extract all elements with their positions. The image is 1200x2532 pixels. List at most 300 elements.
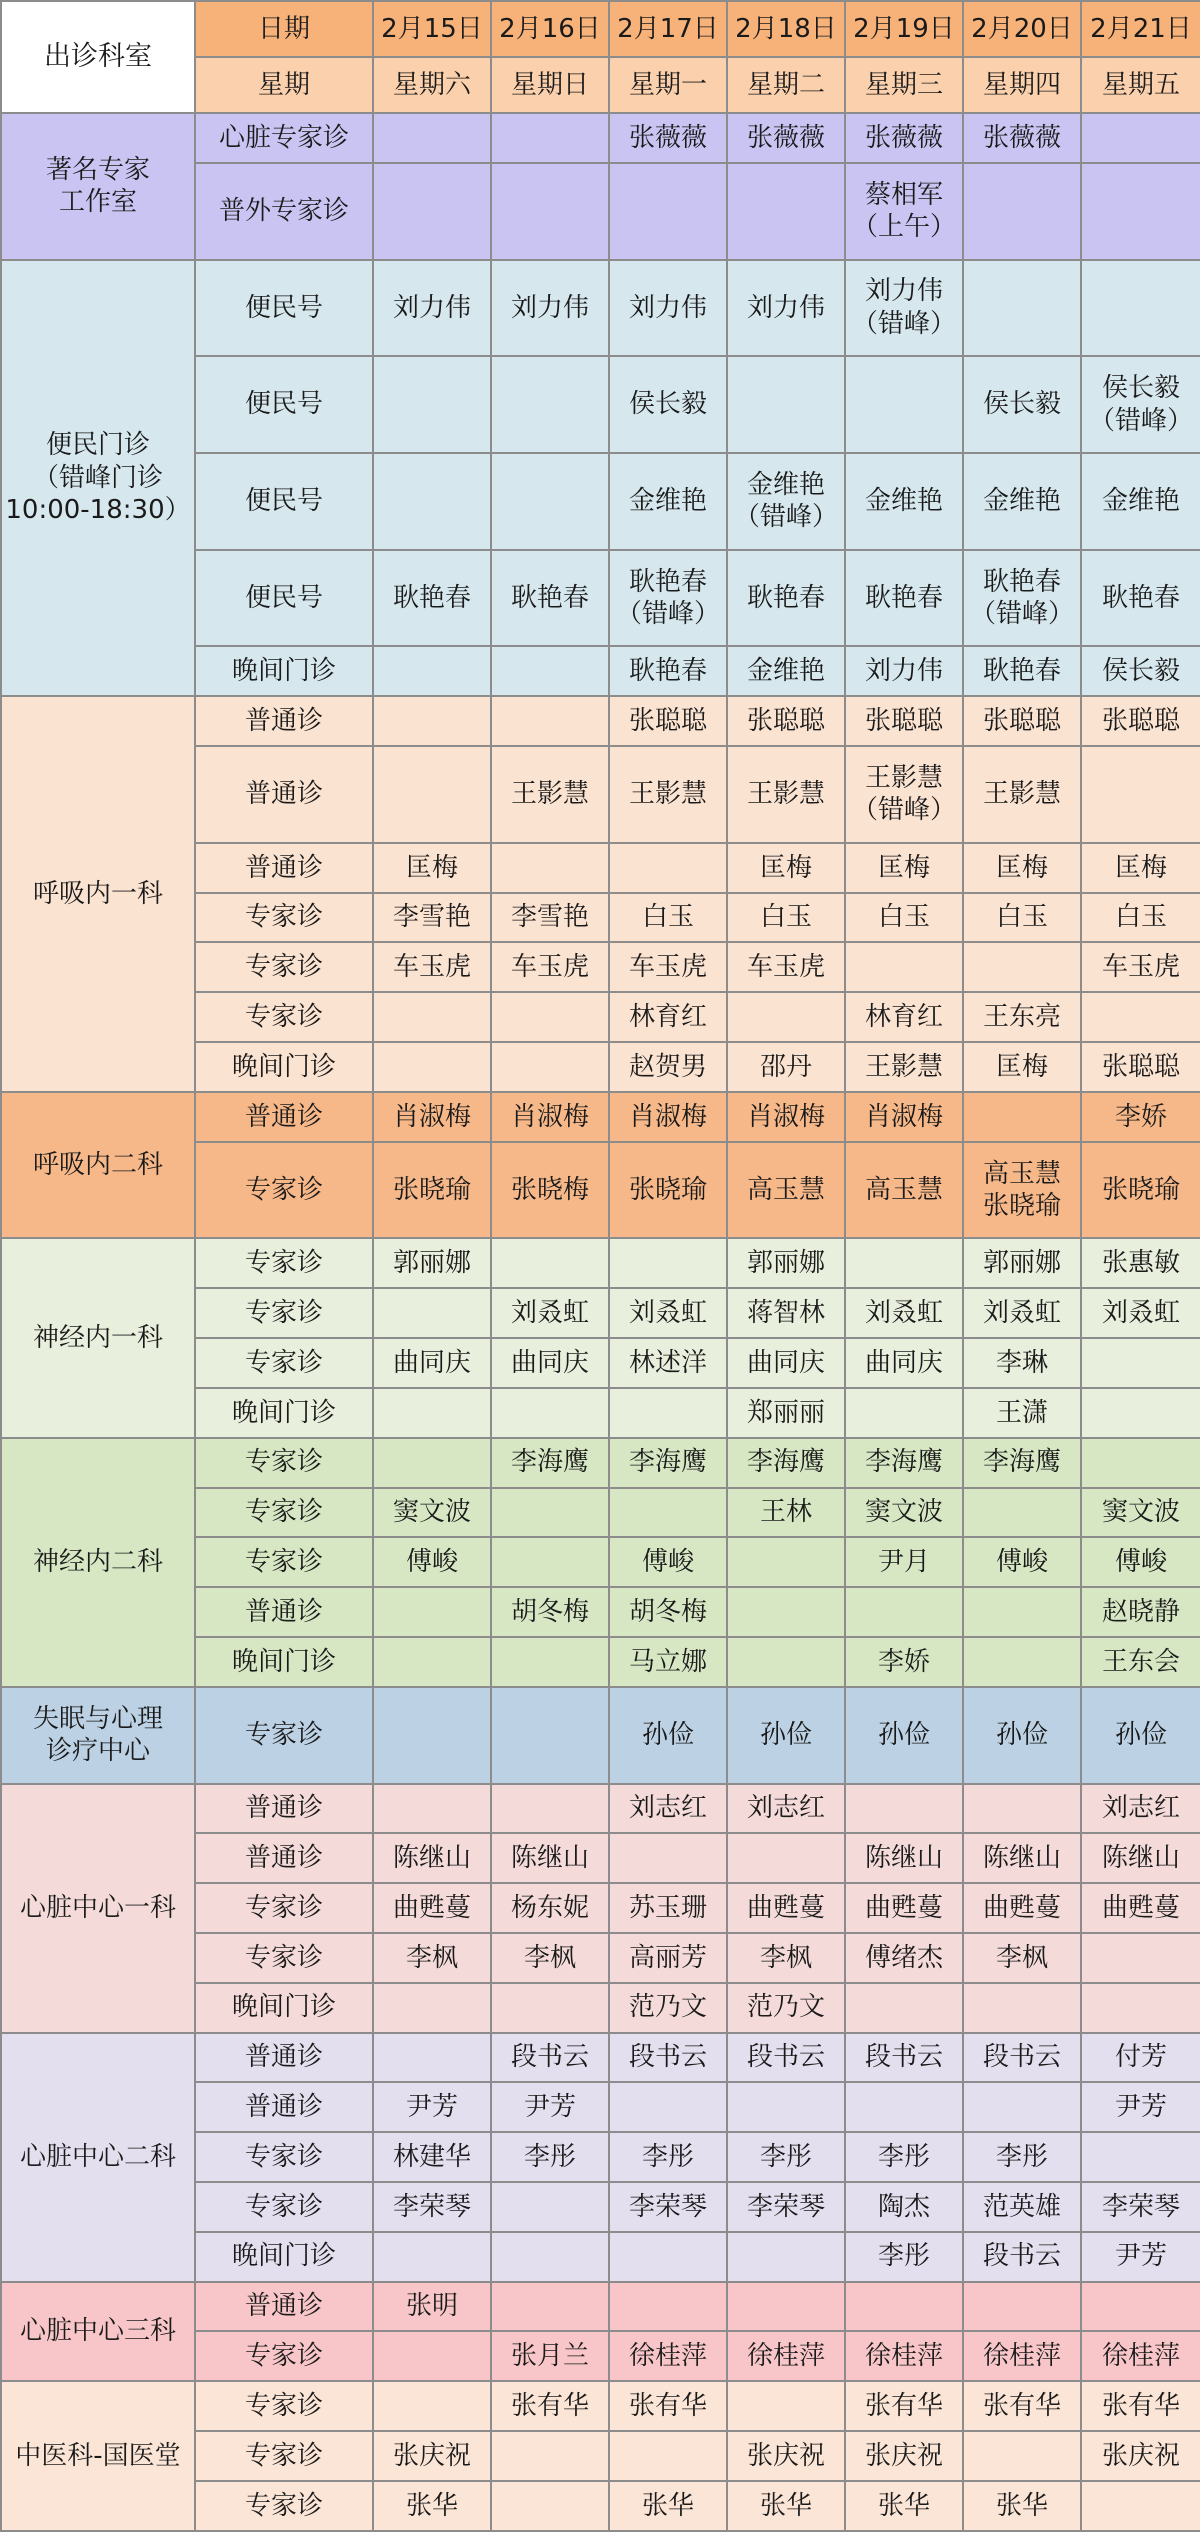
doctor-cell: 胡冬梅 (491, 1587, 609, 1637)
doctor-cell: 刘叒虹 (609, 1288, 727, 1338)
doctor-cell: 曲甦蔓 (373, 1883, 491, 1933)
clinic-type-cell: 专家诊 (195, 893, 373, 943)
doctor-cell: 张薇薇 (845, 113, 963, 163)
doctor-cell (491, 1042, 609, 1092)
doctor-cell (845, 1388, 963, 1438)
clinic-type-cell: 普外专家诊 (195, 163, 373, 260)
doctor-cell: 林建华 (373, 2132, 491, 2182)
doctor-cell (963, 260, 1081, 357)
doctor-cell (491, 696, 609, 746)
schedule-row (1, 2033, 1200, 2083)
doctor-cell: 赵晓静 (1081, 1587, 1200, 1637)
doctor-cell: 刘叒虹 (845, 1288, 963, 1338)
doctor-cell: 王林 (727, 1488, 845, 1538)
doctor-cell: 耿艳春 (963, 646, 1081, 696)
doctor-cell: 耿艳春 （错峰） (963, 550, 1081, 647)
doctor-cell: 窦文波 (1081, 1488, 1200, 1538)
doctor-cell (373, 1042, 491, 1092)
doctor-cell (1081, 1438, 1200, 1488)
department-cell: 呼吸内二科 (1, 1092, 195, 1239)
doctor-cell (373, 2331, 491, 2381)
doctor-cell (609, 2232, 727, 2282)
doctor-cell (373, 2033, 491, 2083)
doctor-cell: 张晓瑜 (373, 1142, 491, 1239)
clinic-type-cell: 专家诊 (195, 2481, 373, 2531)
doctor-cell: 耿艳春 (609, 646, 727, 696)
doctor-cell: 张有华 (1081, 2381, 1200, 2431)
doctor-cell: 李荣琴 (609, 2182, 727, 2232)
doctor-cell: 郭丽娜 (963, 1238, 1081, 1288)
schedule-row (1, 1687, 1200, 1784)
doctor-cell: 张薇薇 (727, 113, 845, 163)
doctor-cell: 张有华 (609, 2381, 727, 2431)
doctor-cell: 曲同庆 (727, 1338, 845, 1388)
doctor-cell (609, 1833, 727, 1883)
clinic-type-cell: 心脏专家诊 (195, 113, 373, 163)
date-header-cell: 2月16日 (491, 1, 609, 57)
doctor-cell (491, 1983, 609, 2033)
doctor-cell (373, 1587, 491, 1637)
clinic-type-cell: 专家诊 (195, 1537, 373, 1587)
doctor-cell: 张聪聪 (845, 696, 963, 746)
doctor-cell: 侯长毅 (609, 356, 727, 453)
doctor-cell: 耿艳春 （错峰） (609, 550, 727, 647)
doctor-cell (1081, 1388, 1200, 1438)
clinic-type-cell: 便民号 (195, 453, 373, 550)
doctor-cell: 范乃文 (727, 1983, 845, 2033)
clinic-type-cell: 普通诊 (195, 696, 373, 746)
doctor-cell: 王影慧 (963, 746, 1081, 843)
department-cell: 呼吸内一科 (1, 696, 195, 1092)
doctor-cell: 高玉慧 (727, 1142, 845, 1239)
clinic-type-cell: 专家诊 (195, 1438, 373, 1488)
clinic-type-cell: 专家诊 (195, 942, 373, 992)
doctor-cell: 刘志红 (1081, 1784, 1200, 1834)
doctor-cell: 范英雄 (963, 2182, 1081, 2232)
doctor-cell: 金维艳 (1081, 453, 1200, 550)
doctor-cell (727, 2082, 845, 2132)
doctor-cell (845, 1784, 963, 1834)
doctor-cell: 傅绪杰 (845, 1933, 963, 1983)
doctor-cell: 李彤 (609, 2132, 727, 2182)
doctor-cell (491, 113, 609, 163)
doctor-cell: 刘力伟 (727, 260, 845, 357)
date-row-label: 日期 (195, 1, 373, 57)
doctor-cell (491, 2431, 609, 2481)
doctor-cell: 刘力伟 （错峰） (845, 260, 963, 357)
doctor-cell: 张薇薇 (609, 113, 727, 163)
doctor-cell (491, 2182, 609, 2232)
doctor-cell (491, 356, 609, 453)
doctor-cell: 李荣琴 (1081, 2182, 1200, 2232)
doctor-cell: 李彤 (727, 2132, 845, 2182)
doctor-cell: 侯长毅 (963, 356, 1081, 453)
doctor-cell (845, 2082, 963, 2132)
clinic-type-cell: 专家诊 (195, 2381, 373, 2431)
doctor-cell: 张晓梅 (491, 1142, 609, 1239)
schedule-row (1, 2381, 1200, 2431)
doctor-cell: 张华 (845, 2481, 963, 2531)
doctor-cell (845, 1238, 963, 1288)
doctor-cell (373, 1637, 491, 1687)
doctor-cell: 金维艳 (963, 453, 1081, 550)
doctor-cell (727, 356, 845, 453)
doctor-cell (727, 2381, 845, 2431)
doctor-cell: 车玉虎 (373, 942, 491, 992)
doctor-cell: 李彤 (491, 2132, 609, 2182)
clinic-type-cell: 普通诊 (195, 746, 373, 843)
weekday-header-cell: 星期四 (963, 57, 1081, 113)
doctor-cell: 蒋智林 (727, 1288, 845, 1338)
doctor-cell: 李海鹰 (609, 1438, 727, 1488)
doctor-cell: 王东亮 (963, 992, 1081, 1042)
doctor-cell (963, 1983, 1081, 2033)
department-cell: 心脏中心三科 (1, 2282, 195, 2382)
doctor-cell (727, 992, 845, 1042)
clinic-type-cell: 普通诊 (195, 1784, 373, 1834)
clinic-type-cell: 普通诊 (195, 2082, 373, 2132)
doctor-cell: 李雪艳 (491, 893, 609, 943)
doctor-cell: 张华 (727, 2481, 845, 2531)
doctor-cell: 李彤 (845, 2232, 963, 2282)
doctor-cell: 刘力伟 (845, 646, 963, 696)
doctor-cell (373, 1687, 491, 1784)
doctor-cell: 张聪聪 (727, 696, 845, 746)
clinic-type-cell: 专家诊 (195, 2331, 373, 2381)
doctor-cell: 刘叒虹 (1081, 1288, 1200, 1338)
doctor-cell (373, 746, 491, 843)
doctor-cell: 付芳 (1081, 2033, 1200, 2083)
clinic-type-cell: 晚间门诊 (195, 1637, 373, 1687)
doctor-cell: 肖淑梅 (491, 1092, 609, 1142)
doctor-cell (373, 1784, 491, 1834)
date-header-cell: 2月17日 (609, 1, 727, 57)
doctor-cell (845, 1587, 963, 1637)
doctor-cell: 张有华 (845, 2381, 963, 2431)
doctor-cell (1081, 992, 1200, 1042)
doctor-cell: 徐桂萍 (963, 2331, 1081, 2381)
doctor-cell: 耿艳春 (491, 550, 609, 647)
doctor-cell: 耿艳春 (1081, 550, 1200, 647)
clinic-type-cell: 普通诊 (195, 1092, 373, 1142)
clinic-type-cell: 专家诊 (195, 1338, 373, 1388)
doctor-cell: 林述洋 (609, 1338, 727, 1388)
doctor-cell: 李枫 (963, 1933, 1081, 1983)
doctor-cell: 侯长毅 (1081, 646, 1200, 696)
doctor-cell: 范乃文 (609, 1983, 727, 2033)
doctor-cell (963, 1488, 1081, 1538)
doctor-cell: 肖淑梅 (373, 1092, 491, 1142)
doctor-cell: 李海鹰 (963, 1438, 1081, 1488)
doctor-cell: 赵贺男 (609, 1042, 727, 1092)
department-cell: 著名专家 工作室 (1, 113, 195, 260)
doctor-cell: 段书云 (609, 2033, 727, 2083)
doctor-cell: 陶杰 (845, 2182, 963, 2232)
doctor-cell: 刘力伟 (491, 260, 609, 357)
clinic-type-cell: 普通诊 (195, 2033, 373, 2083)
doctor-cell: 曲同庆 (491, 1338, 609, 1388)
weekday-header-cell: 星期一 (609, 57, 727, 113)
doctor-cell: 孙俭 (963, 1687, 1081, 1784)
clinic-type-cell: 普通诊 (195, 1833, 373, 1883)
weekday-header-cell: 星期五 (1081, 57, 1200, 113)
doctor-cell (491, 163, 609, 260)
doctor-cell (727, 2232, 845, 2282)
clinic-type-cell: 专家诊 (195, 992, 373, 1042)
doctor-cell: 匡梅 (1081, 843, 1200, 893)
doctor-cell: 李娇 (845, 1637, 963, 1687)
doctor-cell: 金维艳 (609, 453, 727, 550)
doctor-cell: 张聪聪 (1081, 696, 1200, 746)
weekday-row-label: 星期 (195, 57, 373, 113)
doctor-cell: 窦文波 (373, 1488, 491, 1538)
doctor-cell: 邵丹 (727, 1042, 845, 1092)
schedule-row (1, 1092, 1200, 1142)
clinic-type-cell: 专家诊 (195, 1933, 373, 1983)
doctor-cell (491, 1388, 609, 1438)
doctor-cell: 张庆祝 (845, 2431, 963, 2481)
doctor-cell: 金维艳 (727, 646, 845, 696)
doctor-cell: 高丽芳 (609, 1933, 727, 1983)
doctor-cell: 匡梅 (845, 843, 963, 893)
doctor-cell: 段书云 (491, 2033, 609, 2083)
doctor-cell: 王影慧 (727, 746, 845, 843)
doctor-cell: 耿艳春 (845, 550, 963, 647)
doctor-cell (373, 646, 491, 696)
doctor-cell (373, 2232, 491, 2282)
department-cell: 心脏中心二科 (1, 2033, 195, 2282)
doctor-cell (963, 2282, 1081, 2332)
doctor-cell: 李荣琴 (373, 2182, 491, 2232)
clinic-type-cell: 专家诊 (195, 2182, 373, 2232)
doctor-cell: 张华 (373, 2481, 491, 2531)
doctor-cell (373, 992, 491, 1042)
doctor-cell: 尹芳 (1081, 2082, 1200, 2132)
doctor-cell: 李海鹰 (845, 1438, 963, 1488)
doctor-cell: 孙俭 (609, 1687, 727, 1784)
doctor-cell: 张聪聪 (963, 696, 1081, 746)
doctor-cell (1081, 2132, 1200, 2182)
doctor-cell: 王影慧 （错峰） (845, 746, 963, 843)
clinic-type-cell: 普通诊 (195, 2282, 373, 2332)
doctor-cell: 车玉虎 (1081, 942, 1200, 992)
doctor-cell (373, 1438, 491, 1488)
doctor-cell (963, 942, 1081, 992)
doctor-cell: 刘志红 (609, 1784, 727, 1834)
doctor-cell: 张庆祝 (373, 2431, 491, 2481)
doctor-cell: 尹芳 (491, 2082, 609, 2132)
doctor-cell (491, 2232, 609, 2282)
department-cell: 失眠与心理 诊疗中心 (1, 1687, 195, 1784)
department-header: 出诊科室 (1, 1, 195, 113)
doctor-cell: 段书云 (963, 2232, 1081, 2282)
doctor-cell: 窦文波 (845, 1488, 963, 1538)
doctor-cell (963, 2082, 1081, 2132)
doctor-cell (609, 1488, 727, 1538)
doctor-cell: 郭丽娜 (727, 1238, 845, 1288)
doctor-cell (727, 2282, 845, 2332)
date-header-cell: 2月19日 (845, 1, 963, 57)
clinic-type-cell: 普通诊 (195, 843, 373, 893)
clinic-type-cell: 专家诊 (195, 1883, 373, 1933)
doctor-cell (1081, 113, 1200, 163)
doctor-cell (963, 1587, 1081, 1637)
doctor-cell: 李海鹰 (727, 1438, 845, 1488)
schedule-row (1, 2282, 1200, 2332)
clinic-type-cell: 晚间门诊 (195, 1388, 373, 1438)
doctor-cell: 刘叒虹 (963, 1288, 1081, 1338)
doctor-cell: 林育红 (845, 992, 963, 1042)
doctor-cell: 傅峻 (609, 1537, 727, 1587)
doctor-cell: 张有华 (963, 2381, 1081, 2431)
doctor-cell: 张庆祝 (1081, 2431, 1200, 2481)
doctor-cell: 匡梅 (373, 843, 491, 893)
doctor-cell (845, 356, 963, 453)
doctor-cell: 李荣琴 (727, 2182, 845, 2232)
department-cell: 中医科-国医堂 (1, 2381, 195, 2531)
doctor-cell (609, 163, 727, 260)
doctor-cell: 王潇 (963, 1388, 1081, 1438)
clinic-type-cell: 专家诊 (195, 1488, 373, 1538)
doctor-cell: 张薇薇 (963, 113, 1081, 163)
doctor-cell (491, 1784, 609, 1834)
doctor-cell (491, 2481, 609, 2531)
doctor-cell: 刘志红 (727, 1784, 845, 1834)
doctor-cell: 王东会 (1081, 1637, 1200, 1687)
doctor-cell: 高玉慧 张晓瑜 (963, 1142, 1081, 1239)
doctor-cell: 段书云 (845, 2033, 963, 2083)
doctor-cell (491, 1637, 609, 1687)
doctor-cell (491, 1687, 609, 1784)
doctor-cell (727, 163, 845, 260)
doctor-cell: 徐桂萍 (1081, 2331, 1200, 2381)
doctor-cell (1081, 1338, 1200, 1388)
doctor-cell (1081, 260, 1200, 357)
doctor-cell: 李彤 (845, 2132, 963, 2182)
doctor-cell: 张聪聪 (1081, 1042, 1200, 1092)
doctor-cell: 尹芳 (1081, 2232, 1200, 2282)
doctor-cell: 金维艳 （错峰） (727, 453, 845, 550)
doctor-cell (491, 2282, 609, 2332)
doctor-cell: 尹月 (845, 1537, 963, 1587)
doctor-cell: 刘叒虹 (491, 1288, 609, 1338)
date-header-cell: 2月18日 (727, 1, 845, 57)
doctor-cell (373, 696, 491, 746)
doctor-cell: 耿艳春 (727, 550, 845, 647)
doctor-cell: 李枫 (373, 1933, 491, 1983)
doctor-cell (963, 1637, 1081, 1687)
doctor-cell (963, 163, 1081, 260)
doctor-cell (1081, 746, 1200, 843)
clinic-type-cell: 便民号 (195, 356, 373, 453)
doctor-cell: 傅峻 (1081, 1537, 1200, 1587)
department-cell: 神经内一科 (1, 1238, 195, 1437)
doctor-cell: 曲同庆 (845, 1338, 963, 1388)
doctor-cell (609, 2282, 727, 2332)
clinic-type-cell: 晚间门诊 (195, 2232, 373, 2282)
doctor-cell: 傅峻 (373, 1537, 491, 1587)
doctor-cell (845, 942, 963, 992)
doctor-cell (373, 453, 491, 550)
doctor-cell (491, 646, 609, 696)
doctor-cell: 林育红 (609, 992, 727, 1042)
doctor-cell (963, 1784, 1081, 1834)
schedule-row (1, 696, 1200, 746)
doctor-cell: 张有华 (491, 2381, 609, 2431)
doctor-cell: 徐桂萍 (727, 2331, 845, 2381)
doctor-cell (491, 1238, 609, 1288)
clinic-type-cell: 便民号 (195, 550, 373, 647)
doctor-cell (1081, 2282, 1200, 2332)
doctor-cell: 肖淑梅 (727, 1092, 845, 1142)
doctor-cell: 耿艳春 (373, 550, 491, 647)
doctor-cell (373, 1983, 491, 2033)
weekday-header-cell: 星期日 (491, 57, 609, 113)
doctor-cell: 尹芳 (373, 2082, 491, 2132)
doctor-cell: 张晓瑜 (1081, 1142, 1200, 1239)
doctor-cell (1081, 1983, 1200, 2033)
doctor-cell: 郑丽丽 (727, 1388, 845, 1438)
doctor-cell (373, 2381, 491, 2431)
doctor-cell (1081, 1933, 1200, 1983)
doctor-cell: 李琳 (963, 1338, 1081, 1388)
doctor-cell: 曲甦蔓 (845, 1883, 963, 1933)
doctor-cell (609, 843, 727, 893)
doctor-cell (1081, 2481, 1200, 2531)
doctor-cell (373, 356, 491, 453)
doctor-cell: 白玉 (727, 893, 845, 943)
doctor-cell (609, 2082, 727, 2132)
doctor-cell (727, 1637, 845, 1687)
weekday-header-cell: 星期六 (373, 57, 491, 113)
clinic-type-cell: 专家诊 (195, 1142, 373, 1239)
doctor-cell: 陈继山 (845, 1833, 963, 1883)
doctor-cell: 胡冬梅 (609, 1587, 727, 1637)
doctor-cell (491, 453, 609, 550)
clinic-type-cell: 专家诊 (195, 1687, 373, 1784)
doctor-cell (491, 843, 609, 893)
schedule-row (1, 1438, 1200, 1488)
doctor-cell: 刘力伟 (609, 260, 727, 357)
doctor-cell: 孙俭 (727, 1687, 845, 1784)
weekday-header-cell: 星期二 (727, 57, 845, 113)
doctor-cell: 张聪聪 (609, 696, 727, 746)
doctor-cell (373, 113, 491, 163)
doctor-cell: 白玉 (609, 893, 727, 943)
doctor-cell: 张华 (609, 2481, 727, 2531)
clinic-type-cell: 专家诊 (195, 1238, 373, 1288)
clinic-type-cell: 专家诊 (195, 2132, 373, 2182)
department-cell: 神经内二科 (1, 1438, 195, 1687)
doctor-cell: 匡梅 (963, 1042, 1081, 1092)
doctor-cell (845, 2282, 963, 2332)
schedule-row (1, 113, 1200, 163)
doctor-cell: 傅峻 (963, 1537, 1081, 1587)
doctor-cell: 段书云 (963, 2033, 1081, 2083)
doctor-cell (609, 2431, 727, 2481)
doctor-cell (727, 1587, 845, 1637)
schedule-row (1, 260, 1200, 357)
clinic-type-cell: 普通诊 (195, 1587, 373, 1637)
doctor-cell (1081, 163, 1200, 260)
doctor-cell: 白玉 (1081, 893, 1200, 943)
doctor-cell: 孙俭 (1081, 1687, 1200, 1784)
doctor-cell: 曲甦蔓 (727, 1883, 845, 1933)
doctor-cell (609, 1238, 727, 1288)
clinic-type-cell: 晚间门诊 (195, 1042, 373, 1092)
doctor-cell: 孙俭 (845, 1687, 963, 1784)
doctor-cell: 李海鹰 (491, 1438, 609, 1488)
